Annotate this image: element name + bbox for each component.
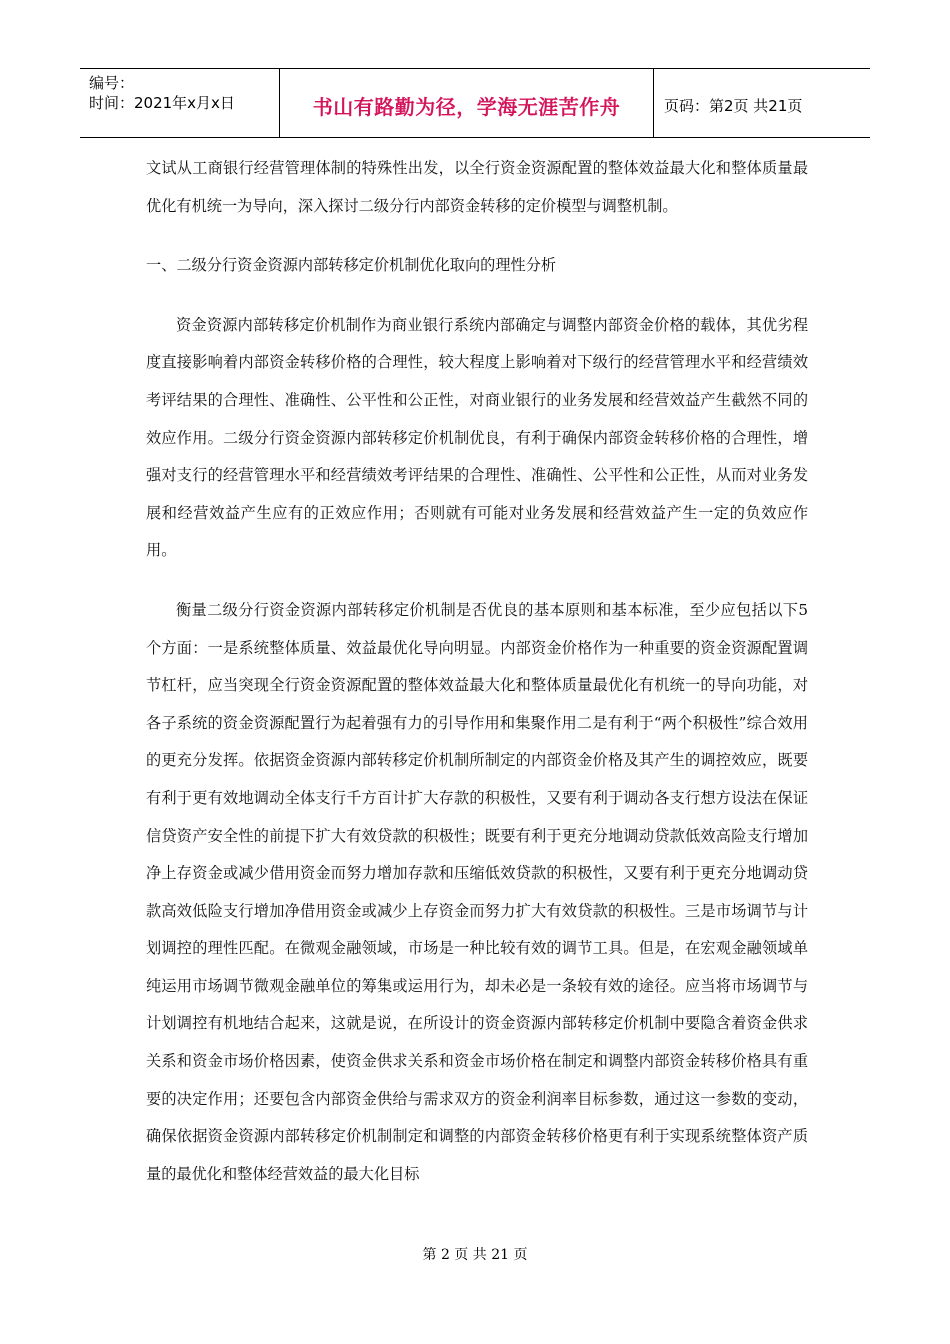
paragraph-pricing-mechanism: 资金资源内部转移定价机制作为商业银行系统内部确定与调整内部资金价格的载体，其优劣程度直接影响着内部资金转移价格的合理性，较大程度上影响着对下级行的经营管理水平和经营绩效考评结果的合理性、准确性、公平性和公正性，对商业银行的业务发展和经营效益产生截然不同的效应作用。二级分行资金资源内部转移定价机制优良，有利于确保内部资金转移价格的合理性，增强对支行的经营管理水平和经营绩效考评结果的合理性、准确性、公平性和公正性，从而对业务发展和经营效益产生应有的正效应作用；否则就有可能对业务发展和经营效益产生一定的负效应作用。: [146, 315, 808, 560]
document-time: 时间：2021年x月x日: [89, 94, 235, 112]
page-info-text: 页码：第2页 共21页: [664, 96, 803, 115]
page-footer: [0, 1244, 950, 1264]
header-meta: [80, 69, 280, 137]
paragraph-intro: 文试从工商银行经营管理体制的特殊性出发，以全行资金资源配置的整体效益最大化和整体质量最优化有机统一为导向，深入探讨二级分行内部资金转移的定价模型与调整机制。: [146, 159, 808, 215]
footer-page-number: 第 2 页 共 21 页: [422, 1247, 528, 1263]
document-id-label: 编号：: [89, 74, 135, 92]
section-heading: 一、二级分行资金资源内部转移定价机制优化取向的理性分析: [146, 256, 557, 275]
document-body: [146, 150, 808, 1193]
header-motto: 书山有路勤为径，学海无涯苦作舟: [312, 94, 621, 119]
paragraph-evaluation-criteria: 衡量二级分行资金资源内部转移定价机制是否优良的基本原则和基本标准，至少应包括以下5个方面：一是系统整体质量、效益最优化导向明显。内部资金价格作为一种重要的资金资源配置调节杠杆，应当突现全行资金资源配置的整体效益最大化和整体质量最优化有机统一的导向功能，对各子系统的资金资源配置行为起着强有力的引导作用和集聚作用二是有利于“两个积极性”综合效用的更充分发挥。依据资金资源内部转移定价机制所制定的内部资金价格及其产生的调控效应，既要有利于更有效地调动全体支行千方百计扩大存款的积极性，又要有利于调动各支行想方设法在保证信贷资产安全性的前提下扩大有效贷款的积极性；既要有利于更充分地调动贷款低效高险支行增加净上存资金或减少借用资金而努力增加存款和压缩低效贷款的积极性，又要有利于更充分地调动贷款高效低险支行增加净借用资金或减少上存资金而努力扩大有效贷款的积极性。三是市场调节与计划调控的理性匹配。在微观金融领域，市场是一种比较有效的调节工具。但是，在宏观金融领域单纯运用市场调节微观金融单位的筹集或运用行为，却未必是一条较有效的途径。应当将市场调节与计划调控有机地结合起来，这就是说，在所设计的资金资源内部转移定价机制中要隐含着资金供求关系和资金市场价格因素，使资金供求关系和资金市场价格在制定和调整内部资金转移价格具有重要的决定作用；还要包含内部资金供给与需求双方的资金利润率目标参数，通过这一参数的变动，确保依据资金资源内部转移定价机制制定和调整的内部资金转移价格更有利于实现系统整体资产质量的最优化和整体经营效益的最大化目标: [146, 600, 808, 1183]
header-page-info: [654, 69, 870, 137]
header-motto-cell: [280, 69, 654, 137]
page-header: [80, 68, 870, 138]
